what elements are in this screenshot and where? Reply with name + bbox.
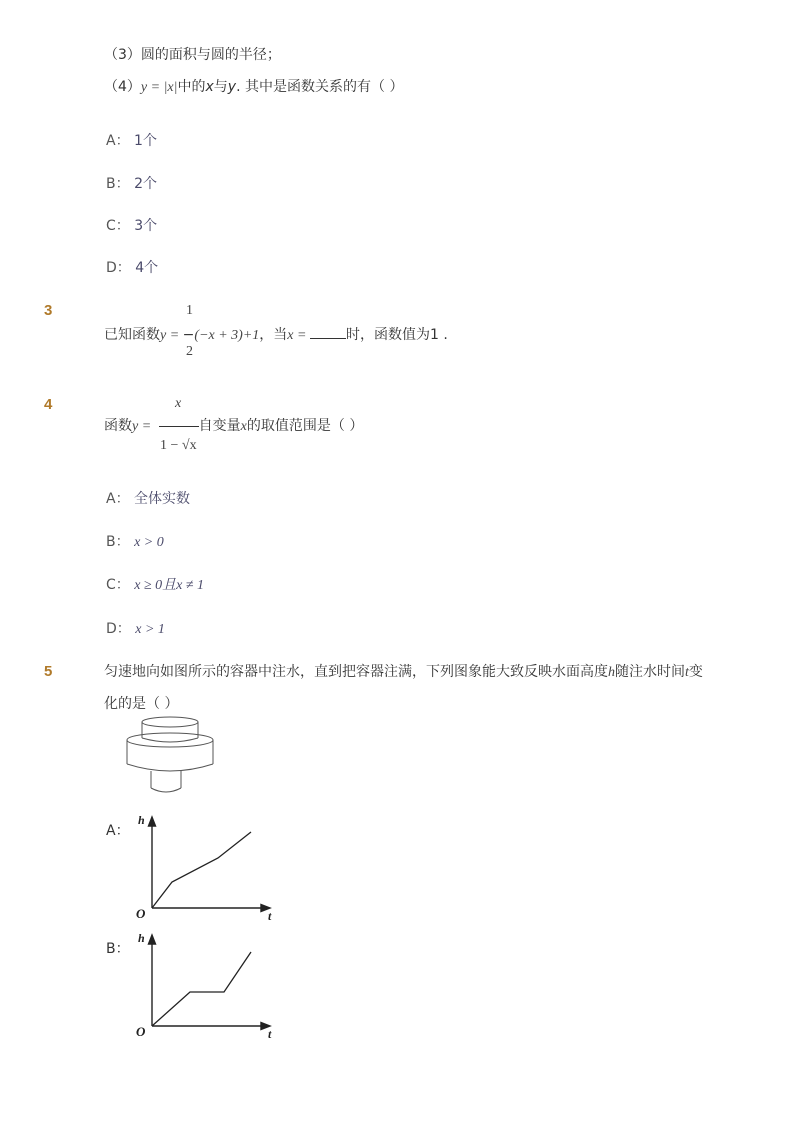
q3-prefix: 已知函数 [104,327,160,343]
q2-option-a[interactable] [106,134,157,148]
option-value: 2个 [134,176,157,192]
q5-option-a-label[interactable]: A： [106,823,130,839]
option-value: x > 1 [135,622,165,637]
question-number-3: 3 [44,302,53,319]
q3-frac-denominator: 2 [186,344,193,359]
q3-frac-numerator: 1 [186,303,193,318]
q2-item4-y: y [227,79,237,95]
option-value: 4个 [135,260,159,276]
option-label: C： [106,218,130,234]
graph-a-axis-y: h [138,813,145,827]
q3-expr: (−x + 3)+1 [194,328,260,343]
option-label: B： [106,176,130,192]
q2-item4 [104,80,403,95]
q2-option-d[interactable] [106,261,158,275]
q5-h: h [608,665,615,680]
option-value: x ≥ 0且x ≠ 1 [134,578,205,593]
option-value: 1个 [134,133,157,149]
q2-item4-mid: 中的 [177,79,206,95]
q5-option-b-label[interactable]: B： [106,941,130,957]
graph-b-axis-y: h [138,931,145,945]
q5-t: t [685,665,689,680]
q2-item4-suffix: . 其中是函数关系的有（ ） [236,79,404,95]
option-label: A： [106,133,130,149]
q4-option-a[interactable] [106,492,190,506]
q4-frac-denominator: 1 − √x [160,438,197,453]
q5-option-a-graph[interactable] [134,812,284,924]
q3-x-eq: x = [287,328,310,343]
q4-var: x [240,419,247,434]
option-label: A： [106,491,130,507]
graph-a-origin: O [136,906,146,921]
option-label: C： [106,577,130,593]
q2-item4-x: x [205,79,214,95]
option-value: x > 0 [134,535,164,550]
question-number-4: 4 [44,396,53,413]
q2-item4-and: 与 [213,79,228,95]
q5-line1-a: 匀速地向如图所示的容器中注水，直到把容器注满，下列图象能大致反映水面高度 [104,664,608,680]
question-number-5: 5 [44,663,53,680]
q3-answer-blank[interactable] [310,326,346,339]
container-figure [124,716,214,796]
q4-option-d[interactable] [106,622,165,637]
q3-stem [104,326,448,343]
q3-suffix: 时，函数值为1 . [345,327,448,343]
option-label: B： [106,534,130,550]
graph-a-axis-x: t [268,909,272,923]
q2-item4-prefix: （4） [104,79,141,95]
option-label: D： [106,621,131,637]
q4-stem [104,419,363,434]
q2-option-b[interactable] [106,177,157,191]
q3-minus: − [182,327,195,343]
option-value: 全体实数 [134,491,191,507]
q2-item4-math: y = |x| [140,80,178,95]
q5-line1 [104,665,703,680]
q2-item3: （3）圆的面积与圆的半径； [104,47,281,63]
graph-b-axis-x: t [268,1027,272,1041]
q2-option-c[interactable] [106,219,157,233]
option-label: D： [106,260,131,276]
option-value: 3个 [134,218,158,234]
q4-suffix: 的取值范围是（ ） [246,418,364,434]
q4-prefix: 函数 [104,418,132,434]
q4-option-b[interactable] [106,535,164,550]
q4-mid: 自变量 [198,418,241,434]
q5-option-b-graph[interactable] [134,930,284,1042]
q4-y-eq: y = [132,419,155,434]
graph-b-origin: O [136,1024,146,1039]
q3-mid: ，当 [259,327,288,343]
q5-line2: 化的是（ ） [104,696,179,712]
q5-line1-c: 变 [688,664,703,680]
q4-frac-numerator: x [175,396,182,411]
q3-y-eq: y = [160,328,183,343]
q4-option-c[interactable] [106,578,204,593]
q5-line1-b: 随注水时间 [615,664,685,680]
